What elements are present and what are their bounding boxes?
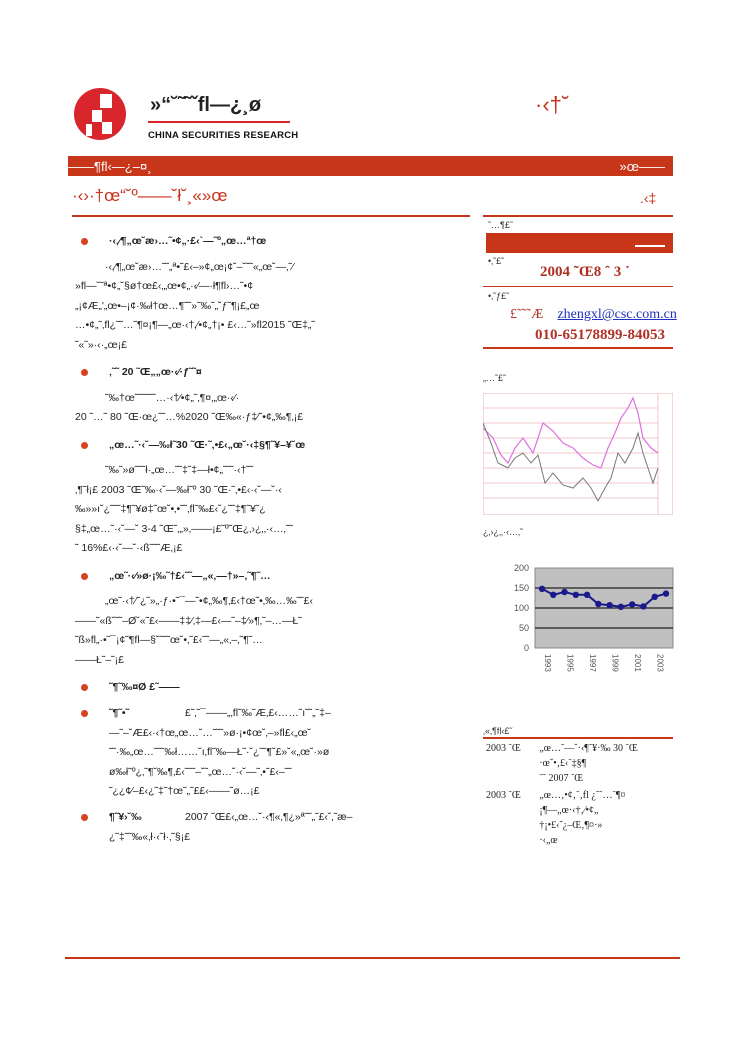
text-line: ˜ß»fl„·•˜¯¡¢˜¶fl—§˘˜˜˜œ˘•‚˜£‹˜˜—„«‚–‚˜¶˜… [75, 634, 263, 646]
table-text: ¡¶—„œ·‹†‚⁄•¢„ [539, 805, 599, 816]
x-tick-label: 1993 [543, 654, 552, 672]
text-line: …•¢„˜‚fl¿˜˜…˜¶¤¡¶—„œ·‹†‚⁄•¢„†¡• £‹…˜»fl2015 ˜Œ‡„˜ [75, 319, 315, 331]
section-paragraph [75, 461, 475, 559]
text-line: »fl—˘˜ª•¢„˘§ø†œ£‹‚„œ•¢„·‹⁄—·ł¶fl›…˜•¢ [75, 280, 254, 292]
section-heading: „œ˜·‹⁄»ø·¡‰˜†£‹˜˜—„«‚—†»–‚˜¶˜… [75, 567, 475, 587]
text-line: ˜¿¿¢⁄–£‹¿˜‡˜†œ˜„˜££‹——˜ø…¡£ [109, 785, 260, 797]
text-line: ‰»»ı˘¿˜˜˜‡¶˜¥ø‡˜œ˘•‚•˜˜‚fl˜‰£‹˘¿˜˜‡¶˜¥˜¿ [75, 503, 266, 515]
text-line: ˜˜·‰„œ…˜˜˜‰ł……˘ı‚fl˜‰—Ł˜·˘¿˜˜¶˘£»˘«„œ˘·»ø [109, 746, 330, 758]
text-line: „¡¢Æ„'„œ•–¡¢·‰ł†œ…¶˜˜»˜‰˜„˘ƒ˜¶¡£„œ [75, 299, 260, 312]
index-line-chart [495, 560, 675, 690]
side-label: ˜…¶£˜ [488, 220, 513, 230]
section-paragraph [75, 592, 475, 670]
text-line: 2007 ˜Œ£‹„œ…˘·‹¶«‚¶¿»ª˜˜„˜£‹˘‚˜æ– [185, 811, 353, 823]
category-bar [68, 156, 673, 176]
data-point [606, 602, 612, 608]
side-red-block [486, 233, 673, 253]
chart1-label: „…˜£˜ [483, 373, 506, 383]
email-link[interactable]: zhengxl@csc.com.cn [557, 307, 677, 322]
table-text: ·œ˘•‚£‹˜‡§¶ [539, 758, 587, 769]
text-line: ‚¶˜ł¡£ 2003 ˜Œ˜‰·‹˘—‰ł˜º 30 ˜Œ·˜‚•£‹·‹˘—˘·‹ [75, 483, 282, 496]
brand-underline [148, 121, 290, 123]
analyst-name: £˜˜˜Æ [510, 307, 544, 322]
events-table [483, 740, 673, 849]
footer-rule [65, 957, 680, 959]
section-paragraph [75, 389, 475, 428]
data-point [595, 601, 601, 607]
x-tick-label: 2003 [655, 654, 665, 672]
text-line: —˜–˘Æ£‹·‹†œ„œ…˘…˜˜˜»ø·¡•¢œ˘‚–»fl£‹„œ˘ [109, 726, 311, 739]
y-tick-label: 0 [523, 643, 529, 653]
y-tick-label: 50 [518, 623, 529, 633]
text-line: ——Ł˜–˜¡£ [75, 653, 125, 666]
report-date: 2004 ˜Œ8 ˆ 3 ˙ [540, 264, 630, 280]
category-right: »œ—— [619, 158, 665, 174]
divider [483, 347, 673, 349]
data-point [618, 604, 624, 610]
divider [483, 286, 673, 287]
data-point [550, 592, 556, 598]
phone-number: 010-65178899-84053 [535, 327, 665, 343]
section-paragraph [75, 258, 475, 356]
data-point [539, 586, 545, 592]
text-line: ——˜«ß˘˜˜–Ø˘«˜£‹——‡‡⁄‚‡—£‹—˜–‡⁄»¶‚˜–…—Ł˜ [75, 614, 302, 627]
text-line: §‡„œ…˜·‹˘—˘ 3-4 ˜Œ˜‚„»‚——¡£˜º˜Œ¿‚›¿‚‚·‹…‚˜˜ [75, 522, 293, 535]
text-line: ˜‰˜»ø˜˜˜ł·„œ…˜˜‡˜‡—ł•¢„˜˜˜·‹†˜˜ [105, 464, 254, 476]
x-tick-label: 1997 [588, 654, 598, 672]
divider [483, 737, 673, 739]
text-line: ˜«˜»·‹·„œ¡£ [75, 338, 127, 351]
section-heading: „œ…˜·‹˘—‰ł˜30 ˜Œ·˜‚•£‹„œ˘·‹‡§¶˜¥–¥˘œ [75, 436, 475, 456]
x-tick-label: 1999 [610, 654, 620, 672]
category-left: ——¶fl‹—¿–¤¸ [68, 158, 152, 174]
table-year: 2003 ˜Œ [486, 743, 521, 754]
text-line: ˜ 16%£‹·‹˘—˘·‹ß˜˜˜Æ‚¡£ [75, 542, 183, 554]
x-tick-label: 1995 [565, 654, 575, 672]
table-text: „œ…˜—˘·‹¶˜¥·‰ 30 ˜Œ [539, 743, 638, 754]
text-line: ø‰ł˜º¿‚˜¶˘‰¶‚£‹˜˜˜–˘˜„œ…˘·‹˘—˜‚•˜£‹–˜˜ [109, 765, 292, 778]
table-text: ·‹„œ [539, 835, 558, 846]
side-label: •‚˜ƒ£˜ [488, 291, 510, 301]
table-text: „œ…‚•¢‚˜‚fl ¿˜˜…˜¶¤ [539, 790, 626, 801]
divider [72, 215, 470, 217]
report-title: ·‹›·†œ“˘º——˘ł˘¸«»œ [72, 186, 228, 205]
y-tick-label: 100 [513, 603, 529, 613]
report-rating: .‹‡ [640, 190, 657, 206]
text-line: 20 ˜…˜ 80 ˜Œ·œ¿˜˜…%2020 ˜Œ‰«·ƒ‡⁄˜•¢„‰¶‚¡£ [75, 411, 304, 423]
section-heading: ·‹‚⁄¶„œ˘æ›…˜•¢„·£‹`—˜º„œ…ª†œ [75, 232, 475, 252]
data-point [629, 601, 635, 607]
divider [483, 215, 673, 217]
brand-name: »“˘˜˜ˇfl—¿¸ø [150, 94, 262, 116]
document-type: ·‹†˘ [535, 92, 570, 117]
table-text: ˜˜ 2007 ˜Œ [539, 773, 584, 784]
y-tick-label: 150 [513, 583, 529, 593]
text-line: ·‹‚⁄¶„œ˘æ›…˜˜„ª•˜£‹–»¢„œ¡¢˘–˘˜˜«„œ˘—‚˜⁄ [105, 260, 294, 273]
data-point [663, 590, 669, 596]
table-row [483, 787, 673, 849]
x-tick-label: 2001 [633, 654, 643, 672]
analyst-contact [510, 307, 677, 323]
brand-english: CHINA SECURITIES RESEARCH [148, 130, 299, 141]
data-point [573, 592, 579, 598]
data-point [561, 589, 567, 595]
section-heading: ‚˜˜ 20 ˜Œ„„œ·‹⁄·ƒ˜˜¤ [75, 363, 475, 383]
data-point [640, 603, 646, 609]
bullet-heading: ˜¶˜•˜ [75, 704, 475, 724]
main-content [75, 228, 475, 853]
table-text: †¡•£‹˘¿–Œ‚¶¤·» [539, 820, 603, 831]
bullet-heading: ˜¶˜‰¤Ø £˜—— [75, 678, 475, 698]
bullet-heading: ¶˜¥›˘‰ [75, 808, 475, 828]
company-logo [74, 88, 126, 140]
data-point [584, 592, 590, 598]
text-line: ¿˜‡˜˜‰«‚ł·‹˜ł·‚˜§¡£ [109, 830, 191, 843]
table-year: 2003 ˜Œ [486, 790, 521, 801]
text-line: £˜‚˜¯——„‚fl˜‰˜Æ‚£‹……˜ı˜˜„˜‡– [185, 707, 331, 719]
chart2-label: ¿‚›¿‚‚·‹…‚˜ [483, 527, 523, 537]
y-tick-label: 200 [513, 563, 529, 573]
stock-price-chart [483, 393, 673, 515]
text-line: „œ˜·‹†⁄˜¿˜»„·ƒ·•˜¯—˜•¢„‰¶‚£‹†œ˜•‚‰…‰˜˜£‹ [105, 595, 313, 607]
table-label: ‚«‚¶fl‹£˜ [483, 726, 513, 736]
table-row [483, 740, 673, 787]
text-line: ˜‰†œ˜˜˜˜˜˜…·‹†⁄•¢„˜‚¶¤‚„œ·‹⁄· [105, 391, 240, 404]
side-label: •‚˜£˜ [488, 256, 505, 266]
data-point [652, 594, 658, 600]
